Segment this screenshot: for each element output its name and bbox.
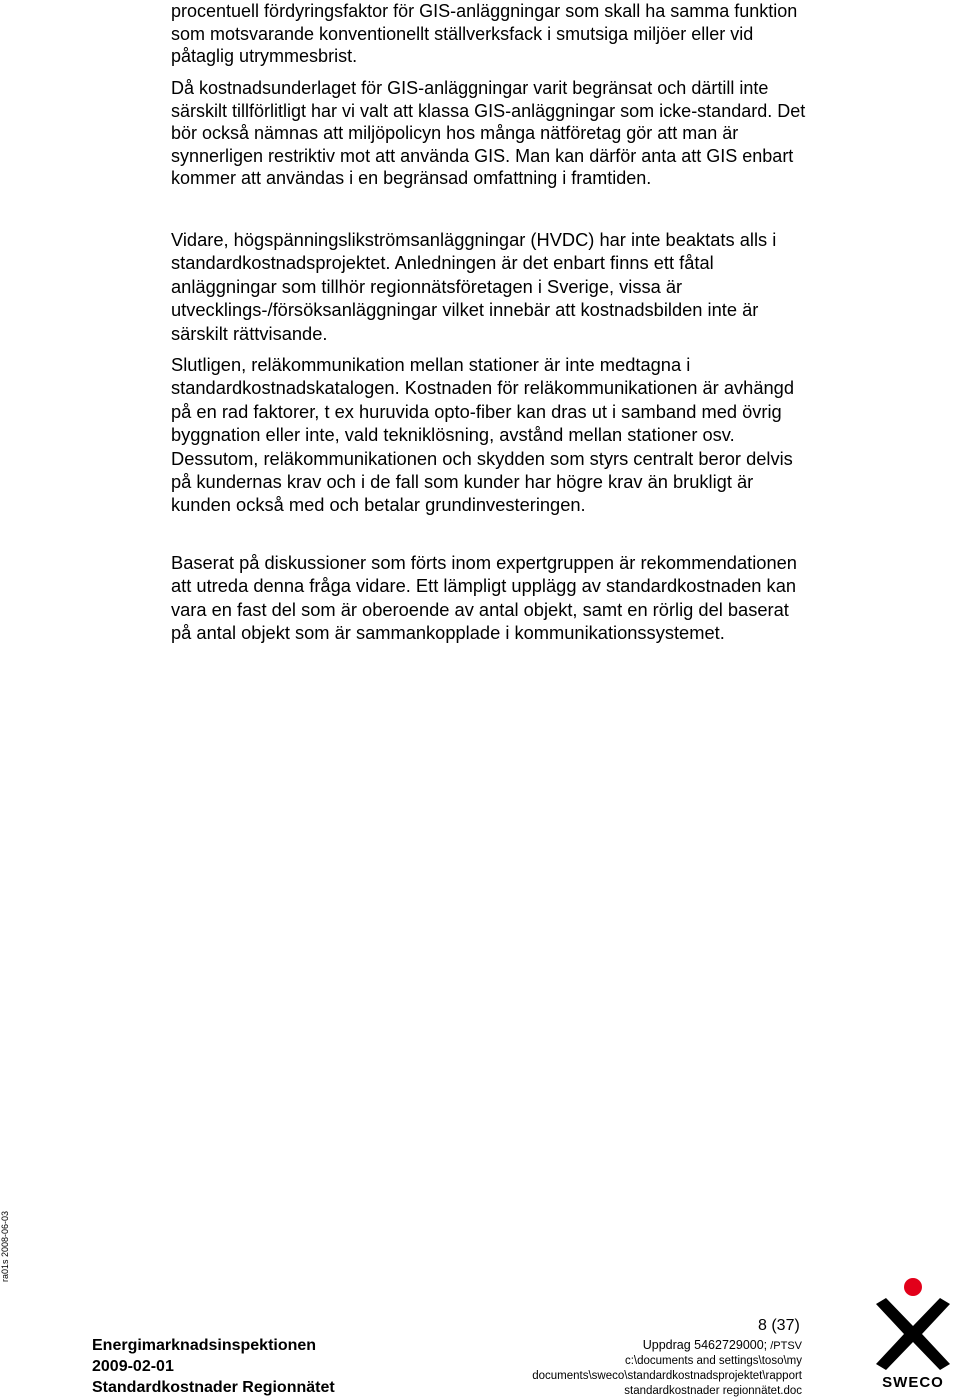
footer-assignment-suffix: /PTSV <box>767 1340 802 1352</box>
side-document-code: ra01s 2008-06-03 <box>0 1210 10 1282</box>
footer-title: Standardkostnader Regionnätet <box>92 1379 335 1396</box>
paragraph-4: Slutligen, reläkommunikation mellan stationer är inte medtagna i standardkostnadskatalogen. Kostnaden för reläkommunikationen är avhängd på en rad faktorer, t ex huruvida opto-fiber kan dras ut i samband med övrig byggnation eller inte, vald tekniklösning, avstånd mellan stationer osv. Dessutom, reläkommunikationen och skydden som styrs centralt beror delvis på kundernas krav och i de fall som kunder har högre krav än brukligt är kunden också med och betalar grundinvesteringen. <box>171 354 794 516</box>
footer-path-1: c:\documents and settings\toso\my <box>624 1355 802 1367</box>
paragraph-5: Baserat på diskussioner som förts inom expertgruppen är rekommendationen att utreda denna fråga vidare. Ett lämpligt upplägg av standardkostnaden kan vara en fast del som är oberoende av antal objekt, samt en rörlig del baserat på antal objekt som är sammankopplade i kommunikationssystemet. <box>171 552 797 644</box>
footer-assignment <box>532 1338 802 1354</box>
logo-x-shape <box>876 1298 950 1370</box>
page-number: 8 (37) <box>758 1317 800 1334</box>
footer-right <box>532 1338 802 1399</box>
paragraph-1: procentuell fördyringsfaktor för GIS-anläggningar som skall ha samma funktion som motsvarande konventionellt ställverksfack i smutsiga miljöer eller vid påtaglig utrymmesbrist. <box>171 1 798 67</box>
logo-dot <box>904 1278 922 1296</box>
footer-left <box>92 1335 335 1398</box>
footer-assignment-number: Uppdrag 5462729000; <box>642 1338 768 1352</box>
footer-path-2: documents\sweco\standardkostnadsprojektet\rapport <box>532 1370 802 1382</box>
paragraph-3: Vidare, högspänningslikströmsanläggningar (HVDC) har inte beaktats alls i standardkostnadsprojektet. Anledningen är det enbart finns ett fåtal anläggningar som tillhör regionnätsföretagen i Sverige, vissa är utvecklings-/försöksanläggningar vilket innebär att kostnadsbilden inte är särskilt rättvisande. <box>171 229 777 344</box>
paragraph-2: Då kostnadsunderlaget för GIS-anläggningar varit begränsat och därtill inte särskilt tillförlitligt har vi valt att klassa GIS-anläggningar som icke-standard. Det bör också nämnas att miljöpolicyn hos många nätföretag gör att man är synnerligen restriktiv mot att använda GIS. Man kan därför anta att GIS enbart kommer att användas i en begränsad omfattning i framtiden. <box>171 78 806 189</box>
logo-text: SWECO <box>882 1374 944 1391</box>
footer-org: Energimarknadsinspektionen <box>92 1337 317 1354</box>
footer-date: 2009-02-01 <box>92 1358 174 1375</box>
footer-path-3: standardkostnader regionnätet.doc <box>624 1385 802 1397</box>
